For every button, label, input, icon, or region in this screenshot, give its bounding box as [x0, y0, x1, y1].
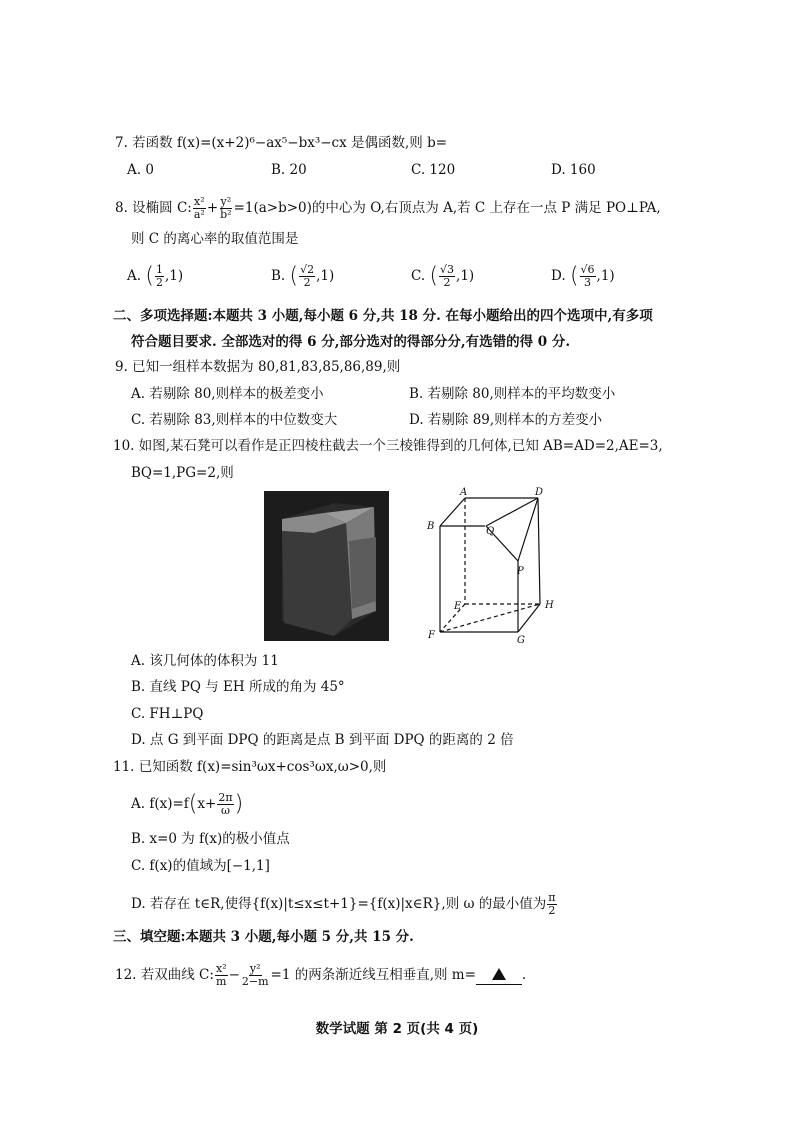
stone-stool-photo [264, 491, 389, 641]
section2-instructions: 符合题目要求. 全部选对的得 6 分,部分选对的得部分分,有选错的得 0 分. [131, 334, 571, 350]
q9-stem: 9. 已知一组样本数据为 80,81,83,85,86,89,则 [115, 359, 401, 375]
q8-option-b: B. ( $\frac{√2}{2}$ ,1) [271, 263, 335, 289]
label-a: A [460, 487, 468, 498]
q9-option-c: C. 若剔除 83,则样本的中位数变大 [131, 412, 338, 428]
q10-stem-line1: 10. 如图,某石凳可以看作是正四棱柱截去一个三棱锥得到的几何体,已知 AB=AD=2,AE=3, [113, 438, 663, 454]
q8-stem-suffix: =1(a>b>0)的中心为 O,右顶点为 A,若 C 上存在一点 P 满足 PO⊥PA, [233, 200, 661, 216]
q8-stem-line2: 则 C 的离心率的取值范围是 [131, 231, 299, 247]
label-b: B [427, 521, 435, 532]
q10-stem-line2: BQ=1,PG=2,则 [131, 465, 234, 481]
q7-option-b: B. 20 [271, 162, 307, 178]
q9-option-a: A. 若剔除 80,则样本的极差变小 [131, 386, 324, 402]
triangle-icon [492, 968, 506, 980]
label-d: D [535, 487, 544, 498]
q8-frac-y: $\frac{\text{y²}}{\text{b²}}$ [220, 195, 232, 221]
q7-option-d: D. 160 [551, 162, 596, 178]
q10-option-b: B. 直线 PQ 与 EH 所成的角为 45° [131, 679, 345, 695]
q10-option-d: D. 点 G 到平面 DPQ 的距离是点 B 到平面 DPQ 的距离的 2 倍 [131, 732, 514, 748]
q11-option-c: C. f(x)的值域为[−1,1] [131, 858, 270, 874]
prism-diagram [420, 486, 560, 646]
q11-option-b: B. x=0 为 f(x)的极小值点 [131, 831, 290, 847]
q7-option-c: C. 120 [411, 162, 456, 178]
section2-heading: 二、多项选择题:本题共 3 小题,每小题 6 分,共 18 分. 在每小题给出的四个选项中,有多项 [113, 308, 653, 324]
q12-stem: 12. 若双曲线 C: $\frac{\text{x²}}{m}$ − $\frac{\text{y²}}{2-m}$ =1 的两条渐近线互相垂直,则 m= . [115, 962, 527, 988]
label-q: Q [486, 526, 495, 537]
label-f: F [428, 630, 435, 641]
q8-stem-line1: 8. 设椭圆 C: $\frac{\text{x²}}{\text{a²}}$ + $\frac{\text{y²}}{\text{b²}}$ =1(a>b>0)的中心为 O,右顶点为 A,若 C 上存在一点 P 满足 PO⊥PA, [115, 195, 661, 221]
q9-option-b: B. 若剔除 80,则样本的平均数变小 [409, 386, 616, 402]
label-p: P [517, 566, 524, 577]
section3-heading: 三、填空题:本题共 3 小题,每小题 5 分,共 15 分. [113, 929, 414, 945]
q8-option-c: C. ( $\frac{√3}{2}$ ,1) [411, 263, 475, 289]
answer-blank [476, 966, 522, 985]
q8-stem-prefix: 8. 设椭圆 C: [115, 200, 192, 216]
q7-option-a: A. 0 [127, 162, 154, 178]
label-h: H [545, 600, 554, 611]
page-footer: 数学试题 第 2 页(共 4 页) [315, 1021, 479, 1037]
q11-option-d: D. 若存在 t∈R,使得{f(x)|t≤x≤t+1}={f(x)|x∈R},则 ω 的最小值为 $\frac{\pi}{2}$ [131, 891, 556, 917]
label-e: E [454, 601, 462, 612]
q11-option-a: A. f(x)=f(x+ $\frac{2\pi}{\omega}$ ) [131, 791, 244, 817]
q9-option-d: D. 若剔除 89,则样本的方差变小 [409, 412, 603, 428]
q7-stem: 7. 若函数 f(x)=(x+2)⁶−ax⁵−bx³−cx 是偶函数,则 b= [115, 135, 448, 151]
q8-option-d: D. ( $\frac{√6}{3}$ ,1) [551, 263, 615, 289]
q8-frac-x: $\frac{\text{x²}}{\text{a²}}$ [193, 195, 205, 221]
q11-stem: 11. 已知函数 f(x)=sin³ωx+cos³ωx,ω>0,则 [113, 759, 387, 775]
label-g: G [517, 635, 525, 646]
q10-option-c: C. FH⊥PQ [131, 706, 204, 722]
q10-option-a: A. 该几何体的体积为 11 [131, 653, 279, 669]
q8-option-a: A. ( $\frac{1}{2}$ ,1) [127, 263, 184, 289]
